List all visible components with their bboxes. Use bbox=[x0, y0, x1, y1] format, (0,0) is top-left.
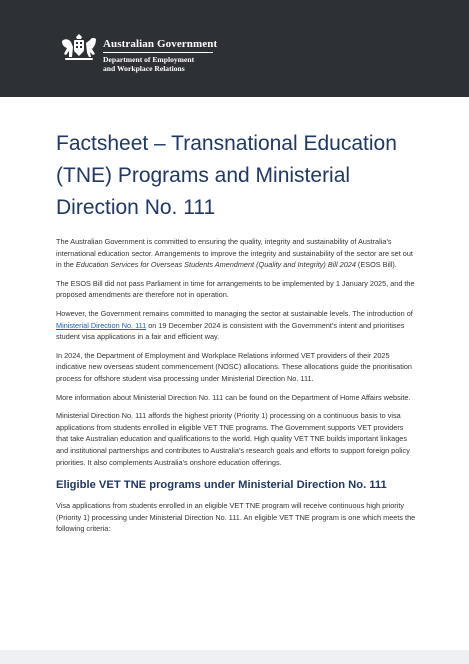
bill-title: Education Services for Overseas Students Amendment (Quality and Integrity) Bill 2024 bbox=[75, 260, 356, 270]
document-body bbox=[56, 236, 416, 542]
paragraph-commitment-text-b: on 19 December 2024 is consistent with the Government’s intent and prioritises student visa applications in a fair and efficient way. bbox=[56, 320, 405, 342]
paragraph-more-information: More information about Ministerial Direction No. 111 can be found on the Department of Home Affairs website. bbox=[56, 392, 411, 402]
coat-of-arms-icon bbox=[60, 33, 98, 63]
paragraph-intro bbox=[56, 236, 416, 271]
page-footer-band bbox=[0, 650, 469, 664]
page-title: Factsheet – Transnational Education (TNE) Programs and Ministerial Direction No. 111 bbox=[56, 132, 397, 219]
paragraph-commitment bbox=[56, 308, 416, 343]
paragraph-commitment-text-a: However, the Government remains committed to managing the sector at sustainable levels. The introduction of bbox=[56, 308, 413, 318]
paragraph-priority-processing: Ministerial Direction No. 111 affords the highest priority (Priority 1) processing on a continuous basis to visa applications from students enrolled in eligible VET TNE programs. The Government supports VET providers that take Australian education and qualifications to the world. High quality VET TNE builds important linkages and institutional partnerships and contributes to Australia’s research goals and efforts to support foreign policy priorities. It also complements Australia’s onshore education offerings. bbox=[56, 411, 410, 467]
paragraph-intro-text-a: The Australian Government is committed to ensuring the quality, integrity and sustainability of Australia’s international education sector. Arrangements to improve the integrity and sustainability of the sector are set out in the bbox=[56, 237, 413, 270]
government-name: Australian Government bbox=[103, 38, 218, 50]
paragraph-intro-text-b: (ESOS Bill). bbox=[355, 260, 397, 270]
paragraph-eligibility-criteria: Visa applications from students enrolled in an eligible VET TNE program will receive continuous high priority (Priority 1) processing under Ministerial Direction No. 111. An eligible VET TNE program is one which meets the following criteria: bbox=[56, 501, 416, 534]
government-wordmark bbox=[103, 38, 217, 73]
section-heading-eligible-programs: Eligible VET TNE programs under Ministerial Direction No. 111 bbox=[56, 479, 387, 492]
department-name-line-2: and Workplace Relations bbox=[103, 64, 185, 73]
wordmark-divider bbox=[103, 52, 213, 53]
paragraph-nosc-allocations: In 2024, the Department of Employment and Workplace Relations informed VET providers of their 2025 indicative new overseas student commencement (NOSC) allocations. These allocations guide the prioritisation process for offshore student visa processing under Ministerial Direction No. 111. bbox=[56, 350, 412, 383]
ministerial-direction-link[interactable]: Ministerial Direction No. 111 bbox=[56, 320, 147, 330]
department-name-line-1: Department of Employment bbox=[103, 55, 195, 64]
paragraph-esos-bill: The ESOS Bill did not pass Parliament in time for arrangements to be implemented by 1 January 2025, and the proposed amendments are therefore not in operation. bbox=[56, 278, 415, 300]
page-header bbox=[0, 0, 469, 97]
